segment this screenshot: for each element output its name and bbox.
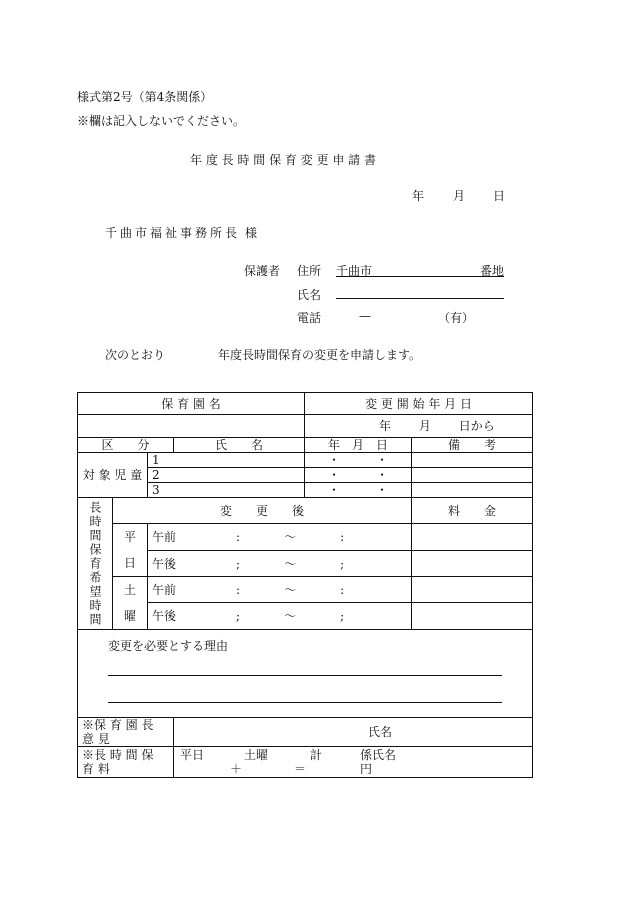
child-dob-1[interactable]: ・ ・	[305, 453, 412, 468]
address-suffix: 番地	[479, 264, 504, 278]
start-date-field[interactable]	[305, 415, 533, 438]
phone-dash: —	[359, 309, 371, 323]
saturday-top: 土	[113, 577, 148, 603]
fee-label: 料 金	[412, 498, 533, 524]
child-row-1[interactable]: 1	[148, 453, 305, 468]
saturday-pm-row[interactable]: 午後 ; 〜 ;	[148, 603, 412, 630]
weekday-bottom: 日	[113, 551, 148, 577]
fee-row-field[interactable]	[174, 747, 533, 778]
date-month: 月	[453, 189, 466, 203]
col-name: 氏 名	[174, 438, 305, 453]
weekday-top: 平	[113, 524, 148, 551]
col-category: 区 分	[78, 438, 174, 453]
fee-row-label: ※長 時 間 保 育 料	[78, 747, 174, 778]
address-field[interactable]	[336, 262, 504, 277]
start-month: 月	[418, 419, 431, 433]
fee-staff: 係氏名	[360, 748, 397, 762]
child-note-1[interactable]	[412, 453, 533, 468]
start-year: 年	[379, 419, 392, 433]
fee-equals: ＝	[294, 762, 307, 776]
change-after-label: 変 更 後	[113, 498, 412, 524]
notice-text: ※欄は記入しないでください。	[77, 114, 246, 128]
saturday-am-fee[interactable]	[412, 577, 533, 603]
weekday-pm-fee[interactable]	[412, 551, 533, 577]
address-city: 千曲市	[336, 264, 373, 278]
phone-mobile: （有）	[438, 311, 475, 325]
col-note: 備 考	[412, 438, 533, 453]
weekday-am-row[interactable]: 午前 : 〜 :	[148, 524, 412, 551]
child-note-2[interactable]	[412, 468, 533, 483]
child-row-3[interactable]: 3	[148, 483, 305, 498]
nursery-name-field[interactable]	[78, 415, 305, 438]
reason-line-2[interactable]	[108, 676, 502, 703]
fee-weekday: 平日	[180, 748, 205, 762]
opinion-name-label: 氏名	[368, 725, 393, 739]
phone-label: 電話	[297, 311, 322, 325]
child-dob-2[interactable]: ・ ・	[305, 468, 412, 483]
reason-line-1[interactable]	[108, 653, 502, 676]
child-dob-3[interactable]: ・ ・	[305, 483, 412, 498]
director-opinion-field[interactable]	[174, 718, 533, 747]
fee-plus: ＋	[230, 762, 243, 776]
application-form-table	[77, 392, 533, 778]
intro-suffix: 年度長時間保育の変更を申請します。	[218, 348, 422, 362]
saturday-pm-fee[interactable]	[412, 603, 533, 630]
fee-total: 計	[310, 748, 323, 762]
reason-label: 変更を必要とする理由	[108, 639, 229, 653]
name-field[interactable]	[336, 286, 504, 299]
child-row-2[interactable]: 2	[148, 468, 305, 483]
addressee: 千曲市福祉事務所長	[105, 226, 241, 240]
col-dob: 年 月 日	[305, 438, 412, 453]
child-note-3[interactable]	[412, 483, 533, 498]
long-hours-label: 長時間保育希望時間	[78, 498, 113, 630]
fee-saturday: 土曜	[244, 748, 269, 762]
guardian-label: 保護者	[244, 264, 281, 278]
date-year: 年	[412, 189, 425, 203]
name-label: 氏名	[297, 288, 322, 302]
saturday-bottom: 曜	[113, 603, 148, 630]
date-day: 日	[493, 189, 506, 203]
fee-yen: 円	[360, 762, 373, 776]
document-title: 年 度 長 時 間 保 育 変 更 申 請 書	[190, 153, 376, 167]
start-date-label: 変 更 開 始 年 月 日	[305, 393, 533, 415]
start-day-from: 日から	[458, 419, 495, 433]
weekday-pm-row[interactable]: 午後 ; 〜 ;	[148, 551, 412, 577]
form-number: 様式第2号（第4条関係）	[77, 90, 213, 104]
honorific: 様	[245, 226, 258, 240]
target-children-label: 対 象 児 童	[78, 453, 148, 498]
director-opinion-label: ※保 育 園 長 意 見	[78, 718, 174, 747]
reason-section[interactable]	[78, 630, 533, 718]
saturday-am-row[interactable]: 午前 : 〜 :	[148, 577, 412, 603]
weekday-am-fee[interactable]	[412, 524, 533, 551]
address-label: 住所	[297, 264, 322, 278]
nursery-label: 保 育 園 名	[78, 393, 305, 415]
intro-prefix: 次のとおり	[105, 348, 166, 362]
